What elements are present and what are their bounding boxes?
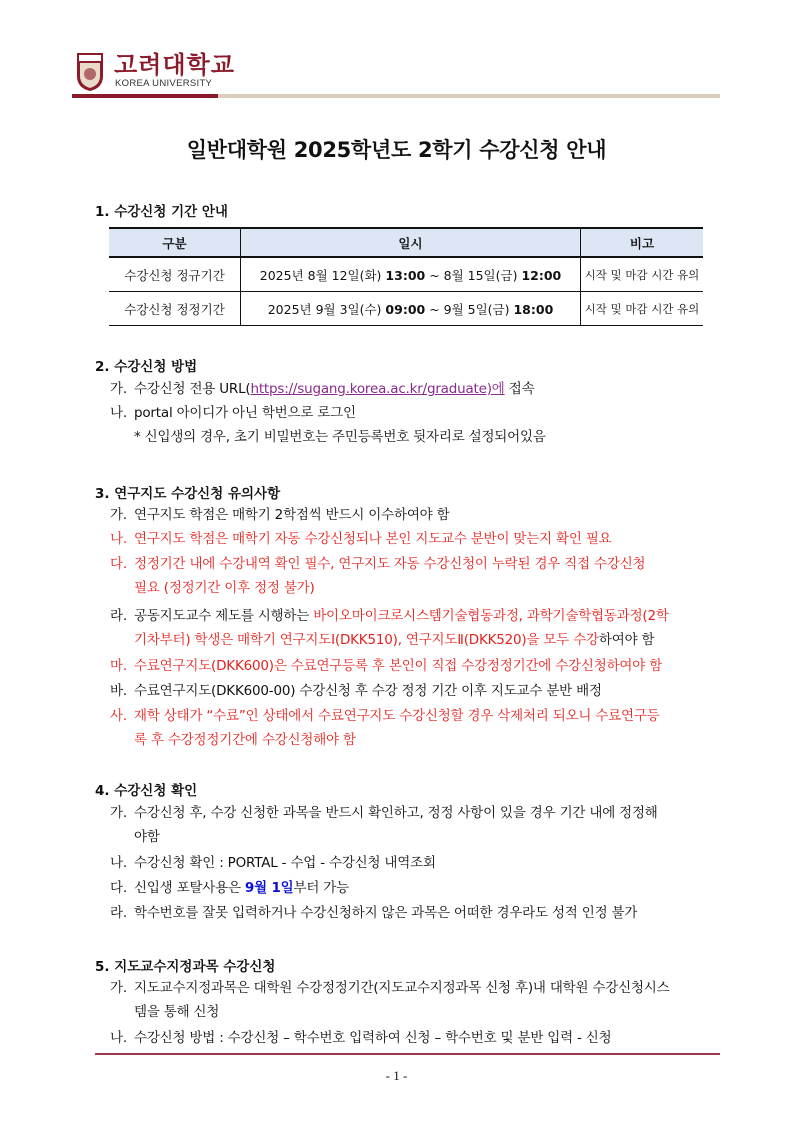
list-item: 가. 지도교수지정과목은 대학원 수강정정기간(지도교수지정과목 신청 후)내 대학원 수강신청시스 템을 통해 신청 xyxy=(110,980,670,1020)
registration-period-table xyxy=(109,227,703,326)
section-4-heading: 4. 수강신청 확인 xyxy=(95,783,198,799)
note-item: * 신입생의 경우, 초기 비밀번호는 주민등록번호 뒷자리로 설정되어있음 xyxy=(134,429,546,445)
university-logo-english: KOREA UNIVERSITY xyxy=(115,78,213,89)
list-item: 가. 수강신청 전용 URL(https://sugang.korea.ac.kr/graduate)에 접속 xyxy=(110,381,535,397)
period-note: 시작 및 마감 시간 유의 xyxy=(581,257,704,292)
table-row xyxy=(109,292,703,326)
column-header: 비고 xyxy=(581,228,704,257)
column-header: 구분 xyxy=(109,228,241,257)
university-logo-korean: 고려대학교 xyxy=(114,51,235,79)
korea-university-crest-icon xyxy=(76,52,104,92)
list-item: 가. 수강신청 후, 수강 신청한 과목을 반드시 확인하고, 정정 사항이 있을 경우 기간 내에 정정해 야함 xyxy=(110,805,658,845)
sugang-url-link[interactable]: https://sugang.korea.ac.kr/graduate)에 xyxy=(250,381,505,397)
section-2-heading: 2. 수강신청 방법 xyxy=(95,359,198,375)
header-rule-crimson xyxy=(72,94,218,98)
list-item: 라. 학수번호를 잘못 입력하거나 수강신청하지 않은 과목은 어떠한 경우라도 성적 인정 불가 xyxy=(110,905,638,921)
table-row xyxy=(109,257,703,292)
period-dates: 2025년 8월 12일(화) 13:00 ~ 8월 15일(금) 12:00 xyxy=(241,257,581,292)
header-rule-beige xyxy=(218,94,720,98)
column-header: 일시 xyxy=(241,228,581,257)
table-header-row xyxy=(109,228,703,257)
period-type: 수강신청 정정기간 xyxy=(109,292,241,326)
period-dates: 2025년 9월 3일(수) 09:00 ~ 9월 5일(금) 18:00 xyxy=(241,292,581,326)
list-item: 다. 신입생 포탈사용은 9월 1일부터 가능 xyxy=(110,880,349,896)
list-item: 나. 수강신청 확인 : PORTAL - 수업 - 수강신청 내역조회 xyxy=(110,855,436,871)
list-item: 나. 수강신청 방법 : 수강신청 – 학수번호 입력하여 신청 – 학수번호 및 분반 입력 - 신청 xyxy=(110,1030,612,1046)
list-item: 가. 연구지도 학점은 매학기 2학점씩 반드시 이수하여야 함 xyxy=(110,507,450,523)
section-3-heading: 3. 연구지도 수강신청 유의사항 xyxy=(95,486,281,502)
period-note: 시작 및 마감 시간 유의 xyxy=(581,292,704,326)
list-item-warning: 나. 연구지도 학점은 매학기 자동 수강신청되나 본인 지도교수 분반이 맞는지 확인 필요 xyxy=(110,531,612,547)
period-type: 수강신청 정규기간 xyxy=(109,257,241,292)
section-5-heading: 5. 지도교수지정과목 수강신청 xyxy=(95,959,276,975)
document-header xyxy=(72,48,720,100)
list-item-warning: 사. 재학 상태가 “수료”인 상태에서 수료연구지도 수강신청할 경우 삭제처리 되오니 수료연구등 록 후 수강정정기간에 수강신청해야 함 xyxy=(110,708,660,748)
footer-rule xyxy=(95,1053,720,1055)
list-item-warning: 다. 정정기간 내에 수강내역 확인 필수, 연구지도 자동 수강신청이 누락된 경우 직접 수강신청 필요 (정정기간 이후 정정 불가) xyxy=(110,556,646,596)
list-item: 나. portal 아이디가 아닌 학번으로 로그인 xyxy=(110,405,356,421)
list-item-warning: 마. 수료연구지도(DKK600)은 수료연구등록 후 본인이 직접 수강정정기간에 수강신청하여야 함 xyxy=(110,658,663,674)
page-title: 일반대학원 2025학년도 2학기 수강신청 안내 xyxy=(186,138,607,162)
section-1-heading: 1. 수강신청 기간 안내 xyxy=(95,204,228,220)
page-number: - 1 - xyxy=(385,1068,408,1083)
list-item: 바. 수료연구지도(DKK600-00) 수강신청 후 수강 정정 기간 이후 지도교수 분반 배정 xyxy=(110,683,602,699)
list-item: 라. 공동지도교수 제도를 시행하는 바이오마이크로시스템기술협동과정, 과학기술학협동과정(2학 기차부터) 학생은 매학기 연구지도Ⅰ(DKK510), 연구지도Ⅱ(DKK520)을 모두 수강하여야 함 xyxy=(110,608,669,648)
